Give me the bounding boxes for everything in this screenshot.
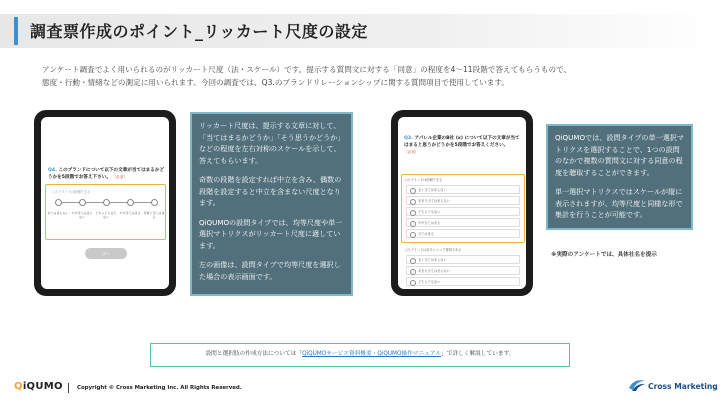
- matrix-option[interactable]: あまり当てはまらない: [406, 196, 520, 205]
- scale-highlight: [45, 184, 166, 240]
- scale-hint: このブランドは信頼できる: [52, 190, 91, 194]
- matrix-option[interactable]: どちらでもない: [406, 277, 520, 286]
- matrix-option[interactable]: どちらでもない: [406, 207, 520, 216]
- footer-divider: [68, 383, 69, 393]
- info-paragraph: QiQUMOでは、設問タイプの単一選択マトリクスを選択することで、1つの設問のなかで複数の質問文に対する同意の程度を聴取することができます。: [555, 133, 684, 177]
- logo-q: Q: [14, 381, 23, 392]
- question-number: Q4.: [48, 168, 57, 173]
- matrix-option[interactable]: やや当てはまる: [406, 218, 520, 227]
- matrix-option[interactable]: 全く当てはまらない: [406, 255, 520, 264]
- matrix-statement-2: このブランドは自分にとって特別である: [404, 248, 462, 252]
- scale-radio-1[interactable]: [55, 199, 62, 206]
- scale-radio-4[interactable]: [127, 199, 134, 206]
- logo-text: iQUMO: [22, 381, 63, 392]
- scale-radio-5[interactable]: [151, 199, 158, 206]
- intro-line-2: 態度・行動・情緒などの測定に用いられます。今回の調査では、Q3.のブランドリレーションシップに関する質問項目で使用しています。: [42, 78, 509, 87]
- phone-mockup-equal-scale: [34, 110, 176, 296]
- scale-radio-3[interactable]: [103, 199, 110, 206]
- cross-marketing-brand: Cross Marketing: [648, 382, 718, 391]
- scale-label-4: やや当てはまる: [119, 211, 141, 215]
- next-button[interactable]: 次へ: [85, 248, 127, 259]
- info-paragraph: 単一選択マトリクスではスケールが縦に表示されますが、均等尺度と同様な形で集計を行うことが可能です。: [555, 187, 683, 219]
- info-paragraph: 奇数の段階を設定すれば中立を含み、偶数の段階を設定すると中立を含まない尺度となります。: [199, 175, 342, 207]
- required-badge: （必須）: [404, 150, 419, 154]
- reference-suffix: 」で詳しく解説しています。: [441, 351, 515, 357]
- intro-text: [42, 63, 692, 89]
- scale-label-1: あてはまらない: [47, 211, 69, 215]
- scale-label-5: 非常に当てはまる: [143, 211, 165, 220]
- title-accent-bar: [14, 17, 18, 45]
- question-title: [404, 135, 524, 156]
- matrix-option[interactable]: 全く当てはまらない: [406, 185, 520, 194]
- matrix-statement-1: このブランドは信頼できる: [404, 178, 443, 182]
- question-text: このブランドについて以下の文章が当てはまるかどうかを5段階でお答え下さい。: [48, 168, 165, 180]
- question-text: アパレル企業のB社 (x) について以下の文章が当てはまると思うかどうかを5段階でお答えください。: [404, 136, 520, 148]
- info-paragraph: QiQUMOの設問タイプでは、均等尺度や単一選択マトリクスがリッカート尺度に適しています。: [199, 217, 343, 250]
- reference-prefix: 設問と選択肢の作成方法については「: [205, 351, 303, 357]
- intro-line-1: アンケート調査でよく用いられるのがリッカート尺度（法・スケール）です。提示する質問文に対する「同意」の程度を4～11段階で答えてもらうもので、: [42, 65, 572, 74]
- copyright-text: Copyright © Cross Marketing Inc. All Rights Reserved.: [77, 385, 242, 391]
- matrix-option[interactable]: 当てはまる: [406, 229, 520, 238]
- qiqumo-logo: [14, 381, 63, 392]
- info-box-likert: [190, 112, 353, 296]
- phone-screen: [41, 117, 169, 289]
- matrix-option[interactable]: あまり当てはまらない: [406, 266, 520, 275]
- info-paragraph: 左の画像は、設問タイプで均等尺度を選択した場合の表示画面です。: [199, 260, 341, 281]
- phone-screen: [398, 117, 526, 289]
- cross-marketing-logo-icon: [628, 378, 646, 392]
- info-paragraph: リッカート尺度は、提示する文章に対して、「当てはまるかどうか」「そう思うかどうか」などの程度を左右対称のスケールを示して、答えてもらいます。: [199, 121, 341, 165]
- phone-mockup-matrix: [391, 110, 533, 296]
- info-box-matrix: [546, 124, 693, 230]
- scale-label-3: どちらとも言えない: [95, 211, 117, 220]
- manual-reference-box: [150, 343, 570, 367]
- scale-label-2: やや当てはまらない: [71, 211, 93, 220]
- question-number: Q3.: [404, 136, 413, 141]
- required-badge: （必須）: [112, 175, 127, 179]
- footnote: ※実際のアンケートでは、具体社名を提示: [551, 252, 657, 258]
- page-title: 調査票作成のポイント_リッカート尺度の設定: [30, 22, 368, 41]
- question-title: [48, 167, 166, 181]
- manual-link[interactable]: QiQUMOサービス資料概要・QiQUMO操作マニュアル: [302, 351, 442, 357]
- scale-radio-2[interactable]: [79, 199, 86, 206]
